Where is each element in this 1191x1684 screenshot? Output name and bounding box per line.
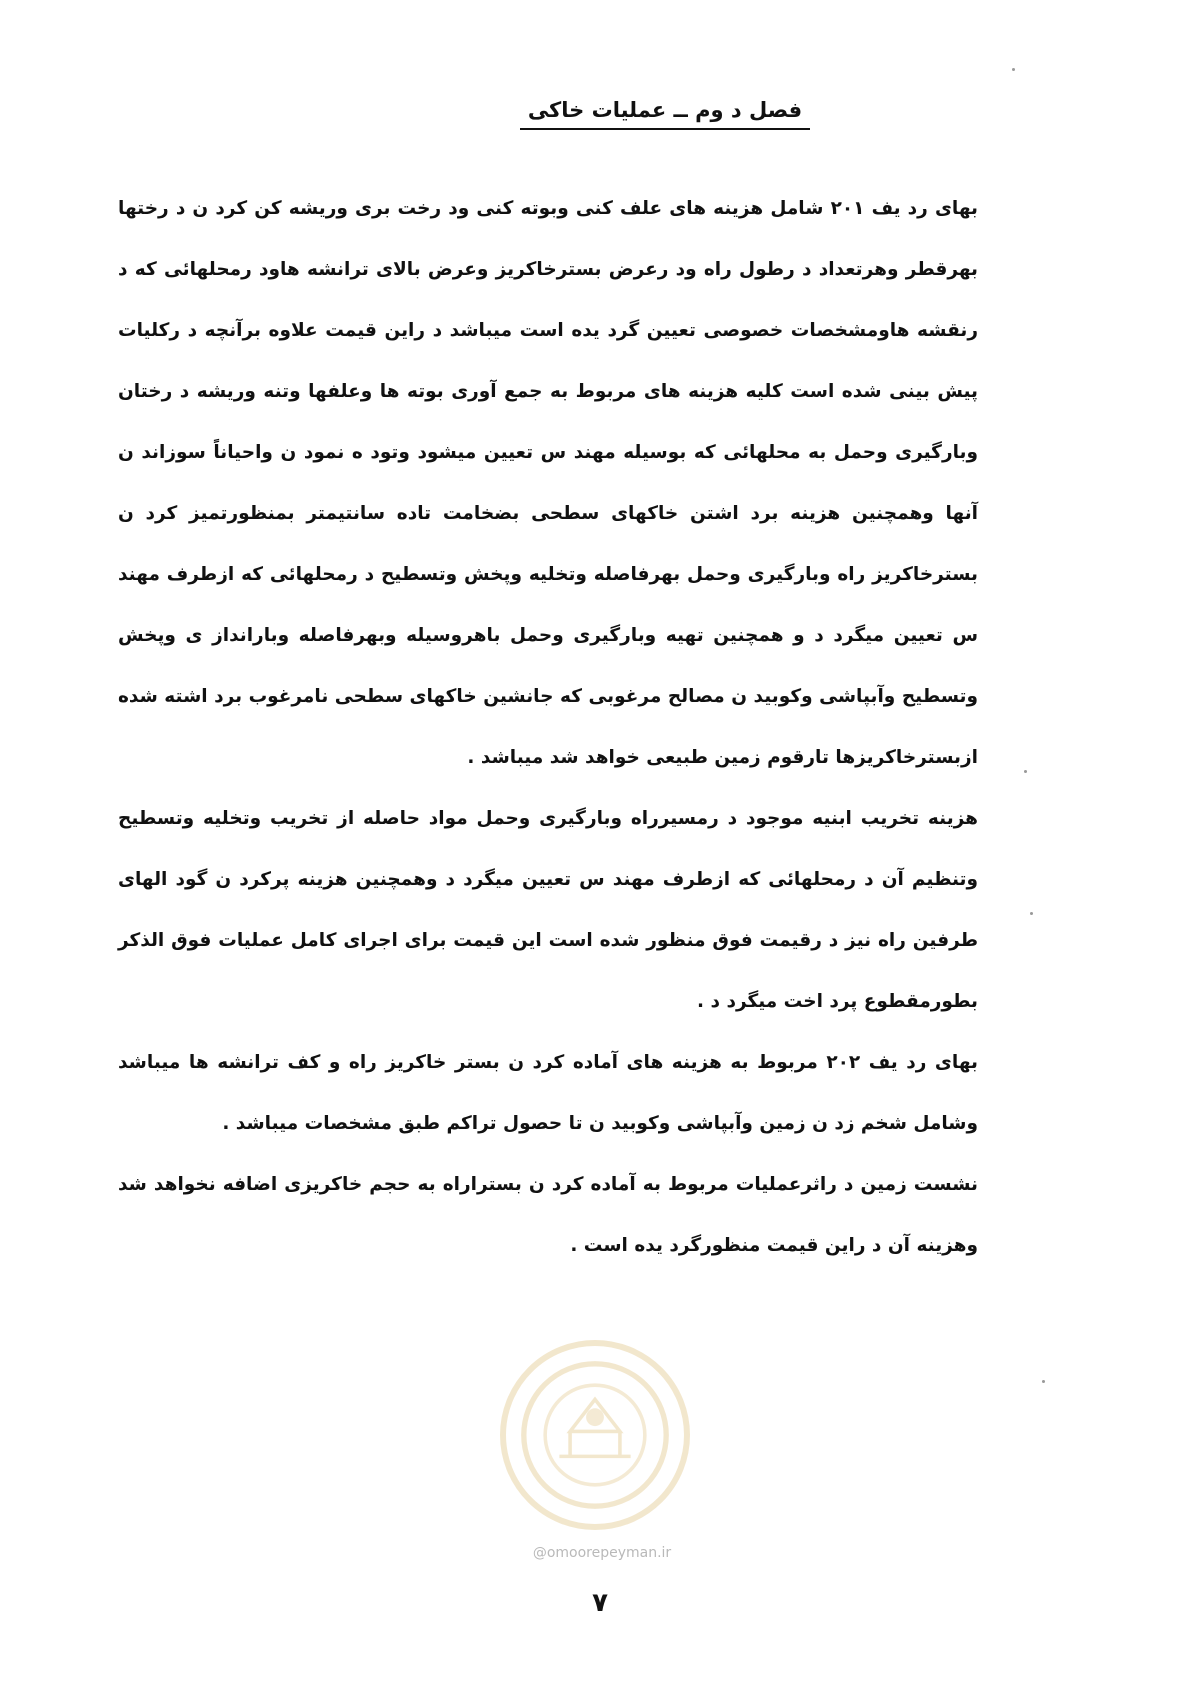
paragraph: هزینه تخریب ابنیه موجود د رمسیرراه وبارگیری وحمل مواد حاصله از تخریب وتخلیه وتسطیح وتنظیم آن د رمحلهائی که ازطرف مهند س تعیین میگرد د وهمچنین هزینه پرکرد ن گود الهای طرفین راه نیز د رقیمت فوق منظور شده است این قیمت برای اجرای کامل عملیات فوق الذکر بطورمقطوع پرد اخت میگرد د . [118,808,978,1012]
paragraph: نشست زمین د راثرعملیات مربوط به آماده کرد ن بستراراه به حجم خاکریزی اضافه نخواهد شد وهزینه آن د راین قیمت منظورگرد یده است . [118,1174,978,1256]
paragraph: بهای رد یف ۲۰۲ مربوط به هزینه های آماده کرد ن بستر خاکریز راه و کف ترانشه ها میباشد وشامل شخم زد ن زمین وآبپاشی وکوبید ن تا حصول تراکم طبق مشخصات میباشد . [118,1052,978,1134]
watermark-url: @omoorepeyman.ir [532,1545,672,1561]
page-number: ۷ [592,1588,608,1618]
chapter-title: فصل د وم ــ عملیات خاکی [520,98,810,130]
scan-speck [1030,912,1033,915]
body-text [118,178,978,1276]
watermark-seal [500,1340,690,1530]
scan-speck [1012,68,1015,71]
paragraph: بهای رد یف ۲۰۱ شامل هزینه های علف کنی وبوته کنی ود رخت بری وریشه کن کرد ن د رختها بهرقطر وهرتعداد د رطول راه ود رعرض بسترخاکریز وعرض بالای ترانشه هاود رمحلهائی که د رنقشه هاومشخصات خصوصی تعیین گرد یده است میباشد د راین قیمت علاوه برآنچه د رکلیات پیش بینی شده است کلیه هزینه های مربوط به جمع آوری بوته ها وعلفها وتنه وریشه د رختان وبارگیری وحمل به محلهائی که بوسیله مهند س تعیین میشود وتود ه نمود ن واحیاناً سوزاند ن آنها وهمچنین هزینه برد اشتن خاکهای سطحی بضخامت تاده سانتیمتر بمنظورتمیز کرد ن بسترخاکریز راه وبارگیری وحمل بهرفاصله وتخلیه وپخش وتسطیح د رمحلهائی که ازطرف مهند س تعیین میگرد د و همچنین تهیه وبارگیری وحمل باهروسیله وبهرفاصله وبارانداز ی وپخش وتسطیح وآبپاشی وکوبید ن مصالح مرغوبی که جانشین خاکهای سطحی نامرغوب برد اشته شده ازبسترخاکریزها تارقوم زمین طبیعی خواهد شد میباشد . [118,198,978,768]
scan-speck [1042,1380,1045,1383]
scan-speck [1024,770,1027,773]
seal-icon [506,1346,684,1524]
